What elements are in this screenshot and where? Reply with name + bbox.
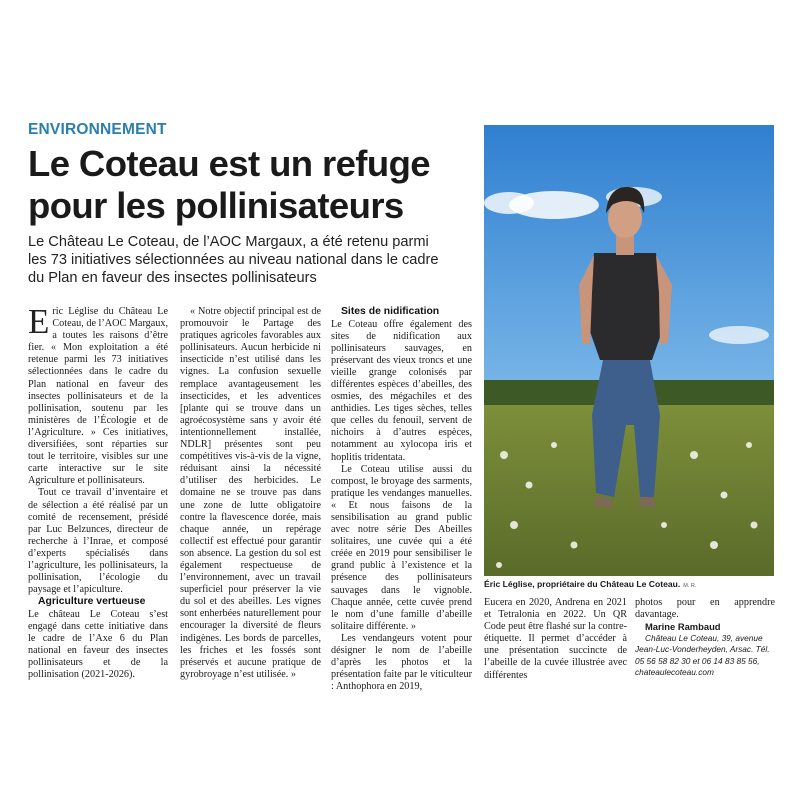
- article-headline: [28, 143, 468, 227]
- drop-cap: E: [28, 302, 50, 341]
- photo-caption: [484, 579, 774, 589]
- lede-line-3: du Plan en faveur des insectes pollinisateurs: [28, 269, 317, 286]
- headline-line-2: pour les pollinisateurs: [28, 185, 404, 226]
- body-paragraph: « Notre objectif principal est de promouvoir le Partage des pratiques agricoles favorables aux pollinisateurs. Aucun herbicide ni insecticide n’est utilisé dans les vignes. La confusion sexuelle remplace avantageusement les insecticides, et les adventices [plante qui se trouve dans un agroécosystème sans y avoir été intentionnellement installée, NDLR] présentes sont peu compétitives vis-à-vis de la vigne, réduisant ainsi la nécessité d’utiliser des herbicides. Le domaine ne se trouve pas dans une zone de lutte obligatoire contre la flavescence dorée, mais chaque année, un repérage collectif est effectué pour garantir son absence. La gestion du sol est également respectueuse de l’environnement, avec un travail superficiel pour préserver la vie du sol et des abeilles. Les vignes sont enherbées naturellement pour encourager la diversité de fleurs indigènes. Les bords de parcelles, les friches et les fossés sont préservés et aucune pratique de gyrobroyage n’est utilisée. »: [180, 306, 321, 680]
- body-column-3: [331, 306, 472, 693]
- body-paragraph: Les vendangeurs votent pour désigner le nom de l’abeille d’après les photos et la présentation faite par le viticulteur : Anthophora en 2019,: [331, 632, 472, 693]
- lede-line-2: les 73 initiatives sélectionnées au niveau national dans le cadre: [28, 251, 439, 268]
- body-paragraph: [28, 302, 168, 487]
- body-paragraph: Le château Le Coteau s’est engagé dans cette initiative dans le cadre de l’Axe 6 du Plan national en faveur des insectes pollinisateurs et de la pollinisation (2021-2026).: [28, 608, 168, 681]
- caption-text: Éric Léglise, propriétaire du Château Le Coteau.: [484, 579, 681, 589]
- body-paragraph: photos pour en apprendre davantage.: [635, 597, 775, 621]
- body-paragraph: Eucera en 2020, Andrena en 2021 et Tetralonia en 2022. Un QR Code peut être flashé sur la contre-étiquette. Il permet d’accéder à une présentation succincte de l’abeille de la cuvée illustrée avec différentes: [484, 597, 627, 681]
- body-column-1: [28, 302, 168, 681]
- body-paragraph: Tout ce travail d’inventaire et de sélection a été réalisé par un comité de recensement, présidé par Luc Belzunces, directeur de recherche à l’Inrae, et composé d’experts spécialisés dans l’agriculture, les pollinisateurs, la pollinisation, l’écologie du paysage et l’apiculture.: [28, 487, 168, 596]
- body-text: ric Léglise du Château Le Coteau, de l’AOC Margaux, a toutes les raisons d’être fier. « Mon exploitation a été retenue parmi les 73 initiatives sélectionnées dans le cadre du Plan national en faveur des insectes pollinisateurs et de la pollinisation, soutenu par les ministères de l’Écologie et de l’Agriculture. » Ces initiatives, diversifiées, sont réparties sur tout le territoire, visibles sur une carte interactive sur le site Agriculture et pollinisateurs.: [28, 306, 168, 487]
- subheading-nidification: Sites de nidification: [341, 306, 440, 317]
- contact-info: Château Le Coteau, 39, avenue Jean-Luc-Vonderheyden, Arsac. Tél. 05 56 58 82 30 et 06 14 83 85 56, chateaulecoteau.com: [635, 633, 770, 677]
- subheading-agriculture: Agriculture vertueuse: [38, 596, 146, 608]
- body-column-5: [635, 597, 775, 678]
- body-paragraph: Le Coteau utilise aussi du compost, le broyage des sarments, pratique les vendanges manuelles. « Et nous faisons de la sensibilisation au grand public avec notre série Des Abeilles solitaires, une cuvée qui a été créée en 2019 pour sensibiliser le grand public à l’existence et la présence des pollinisateurs sauvages dans le vignoble. Chaque année, cette cuvée prend le nom d’une famille d’abeille solitaire différente. »: [331, 463, 472, 632]
- headline-line-1: Le Coteau est un refuge: [28, 143, 430, 184]
- body-paragraph: Le Coteau offre également des sites de nidification aux pollinisateurs sauvages, en préservant des vieux troncs et une vieille grange colonisés par différentes espèces d’abeilles, des osmies, des mégachiles et des anthidies. Les tiges sèches, telles que celles du fenouil, servent de nichoirs à d’autres espèces, notamment au xylocopa iris et hoplitis tridentata.: [331, 318, 472, 463]
- section-rubric: ENVIRONNEMENT: [28, 121, 167, 138]
- body-column-2: [180, 306, 321, 681]
- author-signature: Marine Rambaud: [645, 621, 721, 633]
- article-lede: [28, 234, 473, 287]
- photo-portrait: [484, 125, 774, 576]
- lede-line-1: Le Château Le Coteau, de l’AOC Margaux, a été retenu parmi: [28, 234, 429, 250]
- body-column-4: [484, 597, 627, 682]
- photo-credit: M. R.: [683, 583, 697, 589]
